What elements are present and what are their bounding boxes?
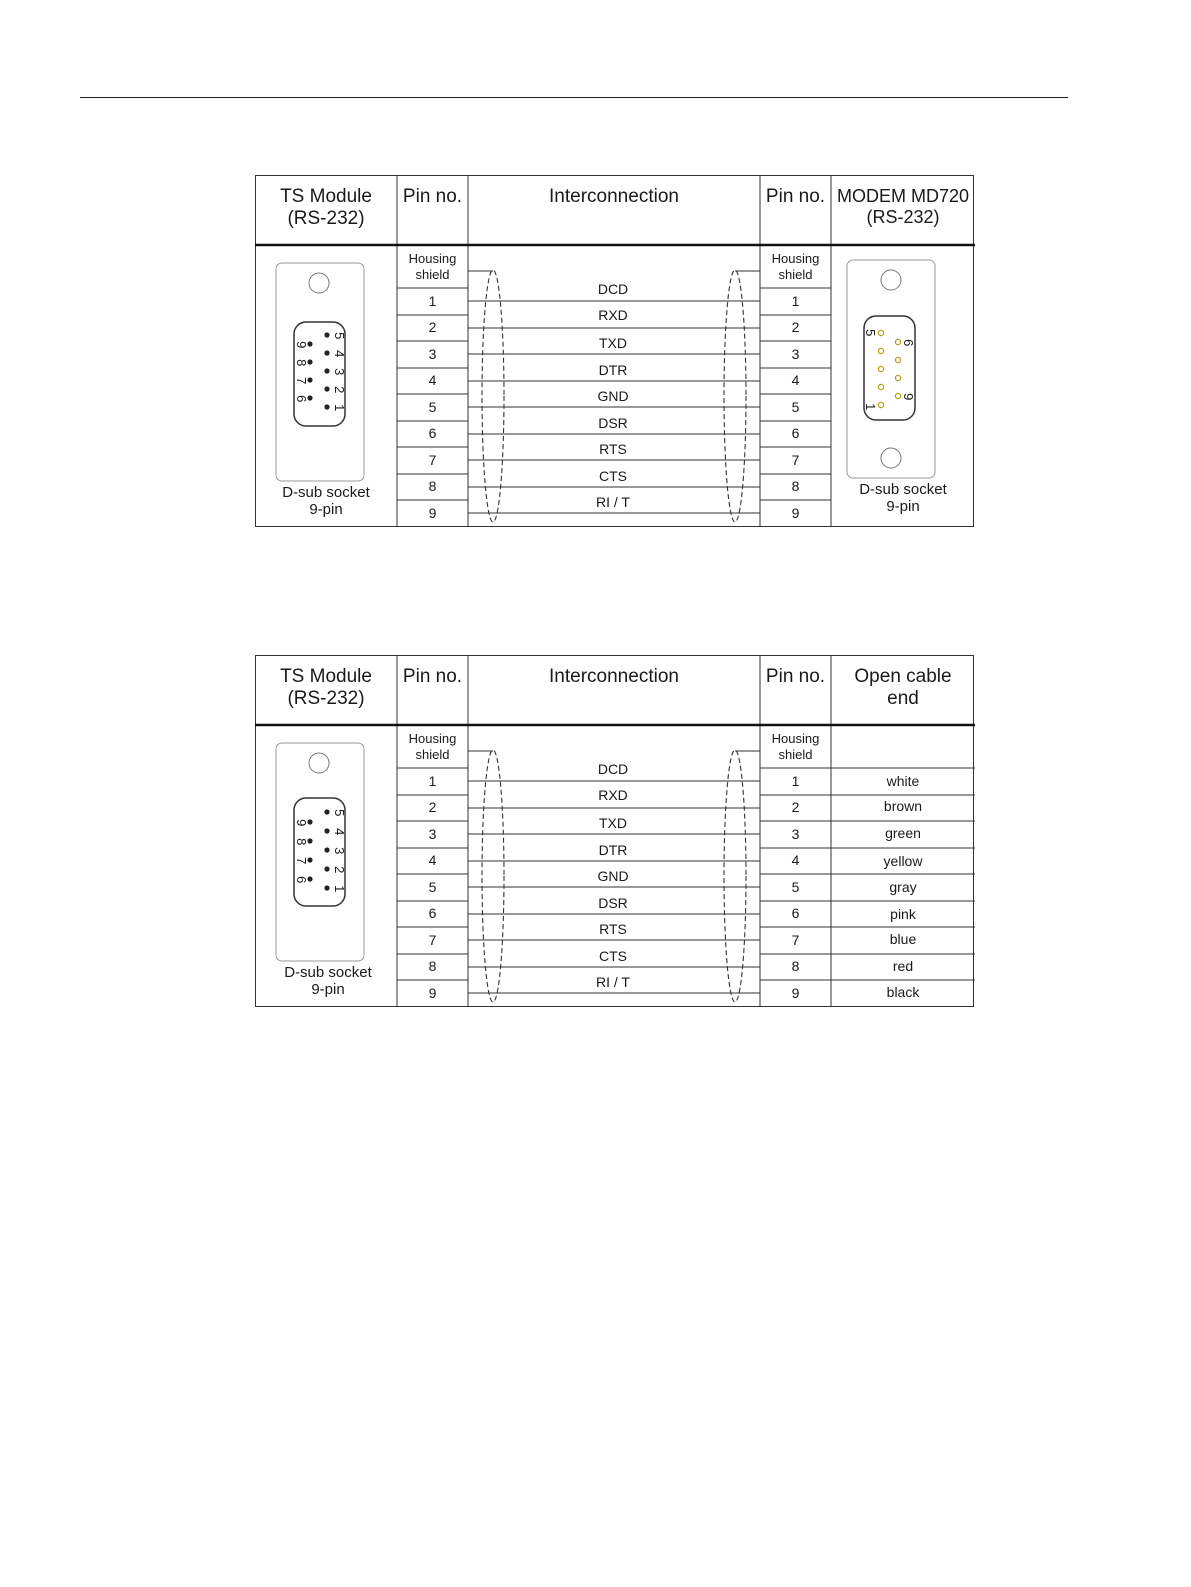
connector-digit: 7: [293, 857, 309, 865]
modem-wiring-diagram: [255, 175, 975, 527]
right-pin-5: 5: [791, 879, 800, 895]
left-device-header: [255, 666, 397, 710]
connector-digit: 2: [331, 386, 347, 394]
signal-label-dcd: DCD: [597, 281, 629, 297]
left-pin-3: 3: [428, 346, 437, 362]
right-pin-1: 1: [791, 293, 800, 309]
signal-label-gnd: GND: [597, 868, 629, 884]
connector-digit: 9: [900, 393, 916, 401]
connector-digit: 1: [862, 403, 878, 411]
caption-pins: 9-pin: [309, 501, 343, 519]
right-pin-8: 8: [791, 958, 800, 974]
left-pin-9: 9: [428, 505, 437, 521]
signal-label-rts: RTS: [599, 441, 627, 457]
connector-digit: 8: [293, 359, 309, 367]
connector-digit: 2: [331, 866, 347, 874]
caption-type: D-sub socket: [284, 964, 372, 981]
left-pin-4: 4: [428, 852, 437, 868]
left-device-name: TS Module: [280, 666, 372, 687]
connector-digit: 3: [331, 847, 347, 855]
left-housing-shield: [397, 731, 468, 762]
signal-label-cts: CTS: [599, 948, 627, 964]
signal-label-dsr: DSR: [598, 895, 628, 911]
signal-label-rxd: RXD: [598, 787, 628, 803]
connector-digit: 1: [331, 885, 347, 893]
left-pin-6: 6: [428, 425, 437, 441]
connector-digit: 5: [331, 332, 347, 340]
housing-label: Housing: [771, 731, 820, 746]
right-pin-3: 3: [791, 826, 800, 842]
wire-color-3: green: [885, 825, 921, 841]
left-pin-5: 5: [428, 399, 437, 415]
wire-color-2: brown: [883, 798, 923, 814]
interconnection-header: Interconnection: [549, 186, 679, 207]
left-pin-2: 2: [428, 799, 437, 815]
wire-color-8: red: [892, 958, 914, 974]
caption-pins: 9-pin: [311, 981, 345, 999]
right-housing-shield: [760, 731, 831, 762]
housing-label: Housing: [408, 731, 457, 746]
connector-digit: 4: [331, 350, 347, 358]
right-pin-6: 6: [791, 425, 800, 441]
connector-digit: 9: [293, 819, 309, 827]
caption-type: D-sub socket: [859, 481, 947, 498]
wire-color-1: white: [886, 773, 920, 789]
housing-label: Housing: [408, 251, 457, 266]
shield-label: shield: [778, 266, 813, 282]
signal-label-dsr: DSR: [598, 415, 628, 431]
shield-label: shield: [415, 266, 450, 282]
left-device-name: TS Module: [280, 186, 372, 207]
wire-color-4: yellow: [883, 853, 923, 869]
signal-label-ri: RI / T: [596, 974, 630, 990]
wire-color-9: black: [886, 984, 920, 1000]
connector-digit: 3: [331, 368, 347, 376]
right-pin-4: 4: [791, 372, 800, 388]
connector-digit: 5: [331, 809, 347, 817]
left-pin-8: 8: [428, 478, 437, 494]
right-device-name: Open cable: [854, 666, 952, 687]
wire-color-6: pink: [890, 906, 916, 922]
signal-label-dtr: DTR: [598, 362, 628, 378]
right-pin-1: 1: [791, 773, 800, 789]
signal-label-dtr: DTR: [598, 842, 628, 858]
left-device-interface: (RS-232): [287, 207, 365, 229]
wire-color-7: blue: [889, 931, 917, 947]
right-device-header: [831, 666, 975, 710]
right-pin-3: 3: [791, 346, 800, 362]
left-pin-2: 2: [428, 319, 437, 335]
left-pin-7: 7: [428, 452, 437, 468]
right-device-name: MODEM MD720: [836, 186, 970, 206]
left-pin-4: 4: [428, 372, 437, 388]
left-housing-shield: [397, 251, 468, 282]
connector-digit: 6: [293, 876, 309, 884]
signal-label-txd: TXD: [599, 815, 627, 831]
left-connector-caption: [255, 964, 401, 999]
right-pin-9: 9: [791, 505, 800, 521]
right-pin-8: 8: [791, 478, 800, 494]
left-pin-9: 9: [428, 985, 437, 1001]
signal-label-rxd: RXD: [598, 307, 628, 323]
left-device-header: [255, 186, 397, 230]
connector-digit: 6: [293, 395, 309, 403]
left-pin-header: Pin no.: [402, 186, 463, 207]
shield-label: shield: [415, 746, 450, 762]
connector-digit: 4: [331, 828, 347, 836]
right-device-interface: end: [887, 687, 919, 709]
connector-digit: 8: [293, 838, 309, 846]
right-pin-6: 6: [791, 905, 800, 921]
left-connector-caption: [255, 484, 397, 519]
left-pin-7: 7: [428, 932, 437, 948]
connector-digit: 6: [900, 339, 916, 347]
left-pin-6: 6: [428, 905, 437, 921]
right-pin-7: 7: [791, 932, 800, 948]
right-pin-header: Pin no.: [765, 666, 826, 687]
signal-label-ri: RI / T: [596, 494, 630, 510]
right-pin-9: 9: [791, 985, 800, 1001]
right-pin-header: Pin no.: [765, 186, 826, 207]
signal-label-txd: TXD: [599, 335, 627, 351]
caption-type: D-sub socket: [282, 484, 370, 501]
connector-digit: 1: [331, 404, 347, 412]
right-device-interface: (RS-232): [866, 206, 940, 227]
right-pin-2: 2: [791, 319, 800, 335]
left-pin-5: 5: [428, 879, 437, 895]
connector-digit: 9: [293, 341, 309, 349]
signal-label-cts: CTS: [599, 468, 627, 484]
left-dsub-connector: [276, 263, 364, 481]
right-housing-shield: [760, 251, 831, 282]
right-connector-caption: [831, 481, 975, 516]
right-pin-2: 2: [791, 799, 800, 815]
connector-digit: 5: [862, 329, 878, 337]
left-pin-1: 1: [428, 293, 437, 309]
signal-label-gnd: GND: [597, 388, 629, 404]
signal-label-rts: RTS: [599, 921, 627, 937]
right-pin-4: 4: [791, 852, 800, 868]
caption-pins: 9-pin: [886, 498, 920, 516]
right-pin-7: 7: [791, 452, 800, 468]
page-header-rule: [80, 97, 1068, 98]
left-device-interface: (RS-232): [287, 687, 365, 709]
left-pin-header: Pin no.: [402, 666, 463, 687]
right-device-header: [831, 186, 975, 227]
open-cable-wiring-diagram: [255, 655, 975, 1007]
signal-label-dcd: DCD: [597, 761, 629, 777]
right-dsub-connector: [847, 260, 935, 478]
shield-label: shield: [778, 746, 813, 762]
wire-color-5: gray: [889, 879, 917, 895]
connector-digit: 7: [293, 377, 309, 385]
left-pin-8: 8: [428, 958, 437, 974]
interconnection-header: Interconnection: [549, 666, 679, 687]
housing-label: Housing: [771, 251, 820, 266]
left-dsub-connector: [276, 743, 364, 961]
left-pin-1: 1: [428, 773, 437, 789]
right-pin-5: 5: [791, 399, 800, 415]
left-pin-3: 3: [428, 826, 437, 842]
